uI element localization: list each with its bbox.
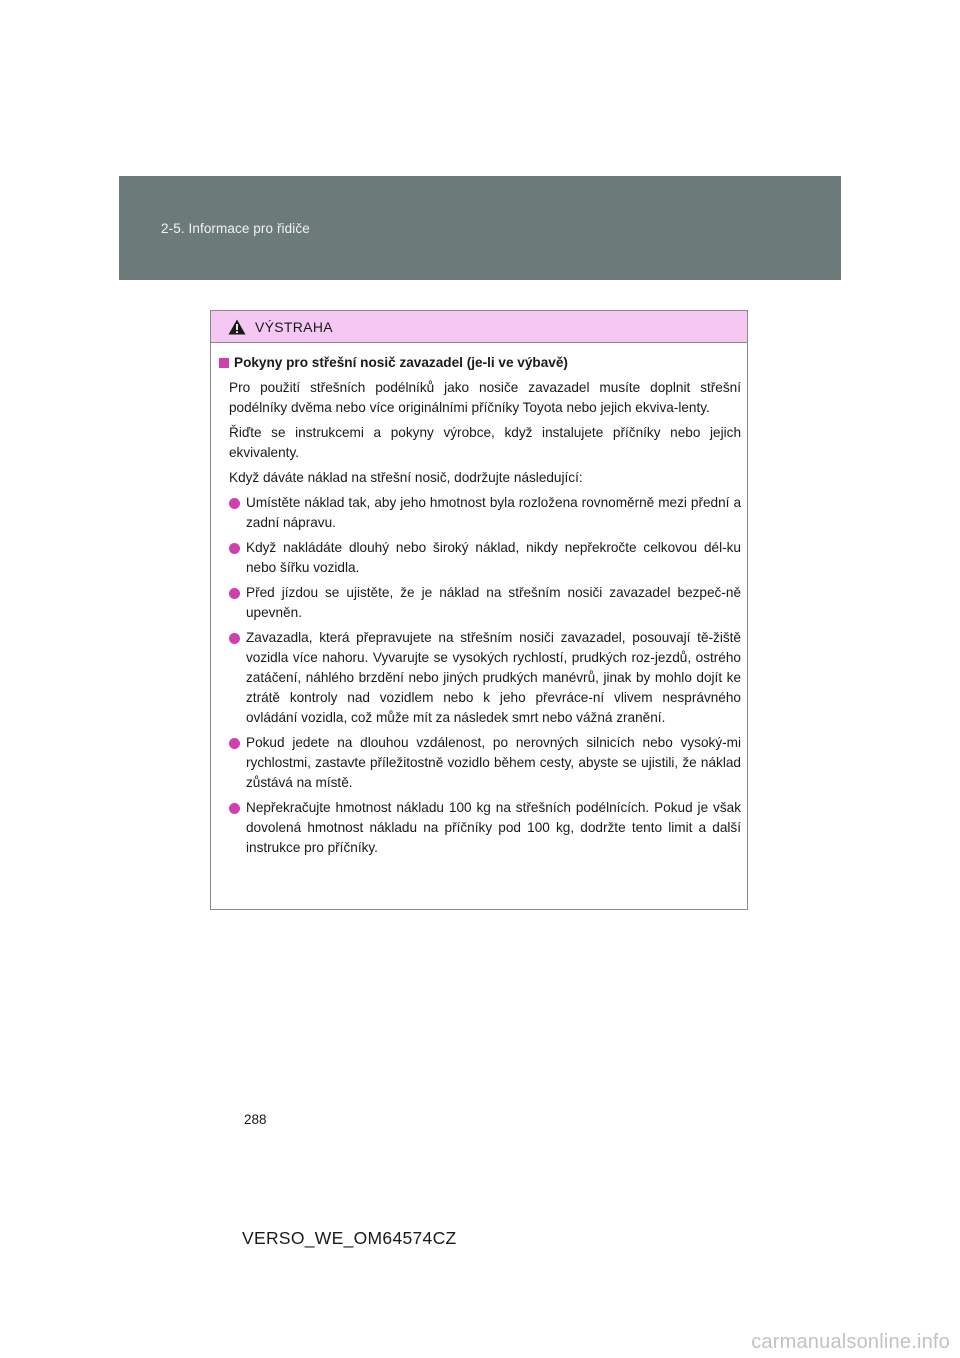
- square-bullet-icon: [219, 358, 229, 368]
- circle-bullet-icon: [229, 803, 240, 814]
- bullet-text: Nepřekračujte hmotnost nákladu 100 kg na střešních podélnících. Pokud je však dovolená hmotnost nákladu na příčníky pod 100 kg, dodržte tento limit a další instrukce pro příčníky.: [246, 800, 741, 855]
- section-header-band: [119, 176, 841, 280]
- bullet-text: Když nakládáte dlouhý nebo široký náklad, nikdy nepřekročte celkovou dél-ku nebo šířku vozidla.: [246, 540, 741, 575]
- bullet-text: Před jízdou se ujistěte, že je náklad na střešním nosiči zavazadel bezpeč-ně upevněn.: [246, 585, 741, 620]
- warning-body: [211, 343, 747, 858]
- bullet-item: [229, 583, 741, 623]
- warning-header: [211, 311, 747, 343]
- paragraph: Pro použití střešních podélníků jako nosiče zavazadel musíte doplnit střešní podélníky dvěma nebo více originálními příčníky Toyota nebo jejich ekviva-lenty.: [229, 380, 741, 415]
- circle-bullet-icon: [229, 588, 240, 599]
- paragraph: Řiďte se instrukcemi a pokyny výrobce, když instalujete příčníky nebo jejich ekvivalenty.: [229, 425, 741, 460]
- circle-bullet-icon: [229, 498, 240, 509]
- bullet-text: Pokud jedete na dlouhou vzdálenost, po nerovných silnicích nebo vysoký-mi rychlostmi, zastavte příležitostně vozidlo během cesty, abyste se ujistili, že náklad zůstává na místě.: [246, 735, 741, 790]
- warning-heading-text: Pokyny pro střešní nosič zavazadel (je-li ve výbavě): [234, 355, 568, 370]
- section-title: 2-5. Informace pro řidiče: [161, 221, 310, 236]
- bullet-item: [229, 538, 741, 578]
- watermark: carmanualsonline.info: [751, 1331, 950, 1353]
- circle-bullet-icon: [229, 543, 240, 554]
- circle-bullet-icon: [229, 738, 240, 749]
- warning-box: [210, 310, 748, 910]
- page-number: 288: [244, 1112, 267, 1127]
- warning-triangle-icon: [228, 319, 246, 335]
- bullet-text: Umístěte náklad tak, aby jeho hmotnost byla rozložena rovnoměrně mezi přední a zadní nápravu.: [246, 495, 741, 530]
- warning-subheading: [219, 353, 741, 373]
- bullet-item: [229, 733, 741, 793]
- paragraph: Když dáváte náklad na střešní nosič, dodržujte následující:: [229, 470, 583, 485]
- bullet-item: [229, 628, 741, 728]
- bullet-item: [229, 798, 741, 858]
- warning-label: VÝSTRAHA: [255, 319, 333, 335]
- bullet-item: [229, 493, 741, 533]
- document-code: VERSO_WE_OM64574CZ: [242, 1228, 457, 1248]
- circle-bullet-icon: [229, 633, 240, 644]
- bullet-text: Zavazadla, která přepravujete na střešním nosiči zavazadel, posouvají tě-žiště vozidla více nahoru. Vyvarujte se vysokých rychlostí, prudkých roz-jezdů, ostrého zatáčení, náhlého brzdění nebo jiných prudkých manévrů, jinak by mohlo dojít ke ztrátě kontroly nad vozidlem nebo k jeho převráce-ní vlivem nesprávného ovládání vozidla, což může mít za následek smrt nebo vážná zranění.: [246, 630, 741, 725]
